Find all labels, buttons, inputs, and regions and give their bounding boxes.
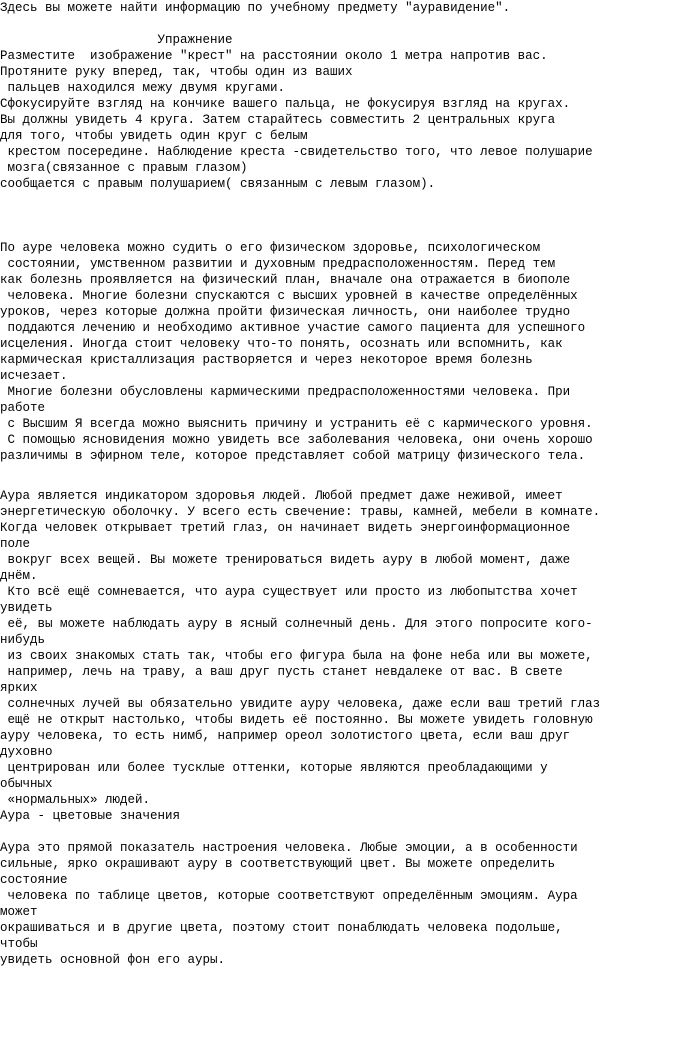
text-line: состоянии, умственном развитии и духовным предрасположенностям. Перед тем: [0, 257, 556, 271]
text-line: поддаются лечению и необходимо активное участие самого пациента для успешного: [0, 321, 586, 335]
text-line: Здесь вы можете найти информацию по учебному предмету "ауравидение".: [0, 1, 511, 15]
text-line: кармическая кристаллизация растворяется и через некоторое время болезнь: [0, 353, 533, 367]
text-line: Многие болезни обусловлены кармическими предрасположенностями человека. При: [0, 385, 571, 399]
text-line: Сфокусируйте взгляд на кончике вашего пальца, не фокусируя взгляд на кругах.: [0, 97, 571, 111]
text-line: увидеть основной фон его ауры.: [0, 953, 226, 967]
text-line: ярких: [0, 681, 38, 695]
text-line: пальцев находился межу двумя кругами.: [0, 81, 286, 95]
text-line: Когда человек открывает третий глаз, он начинает видеть энергоинформационное: [0, 521, 571, 535]
text-line: чтобы: [0, 937, 38, 951]
text-line: солнечных лучей вы обязательно увидите ауру человека, даже если ваш третий глаз: [0, 697, 601, 711]
text-line: человека. Многие болезни спускаются с высших уровней в качестве определённых: [0, 289, 578, 303]
section-heading: Упражнение: [0, 33, 233, 47]
text-line: Вы должны увидеть 4 круга. Затем старайтесь совместить 2 центральных круга: [0, 113, 556, 127]
text-line: исчезает.: [0, 369, 68, 383]
text-line: исцеления. Иногда стоит человеку что-то понять, осознать или вспомнить, как: [0, 337, 563, 351]
text-line: Аура является индикатором здоровья людей. Любой предмет даже неживой, имеет: [0, 489, 563, 503]
text-line: с Высшим Я всегда можно выяснить причину и устранить её с кармического уровня.: [0, 417, 593, 431]
text-line: работе: [0, 401, 46, 415]
text-line: сообщается с правым полушарием( связанным с левым глазом).: [0, 177, 436, 191]
text-line: ещё не открыт настолько, чтобы видеть её постоянно. Вы можете увидеть головную: [0, 713, 593, 727]
text-line: например, лечь на траву, а ваш друг пусть станет невдалеке от вас. В свете: [0, 665, 563, 679]
text-line: духовно: [0, 745, 53, 759]
text-line: днём.: [0, 569, 38, 583]
text-line: уроков, через которые должна пройти физическая личность, они наиболее трудно: [0, 305, 571, 319]
text-line: сильные, ярко окрашивают ауру в соответствующий цвет. Вы можете определить: [0, 857, 556, 871]
text-line: как болезнь проявляется на физический план, вначале она отражается в биополе: [0, 273, 571, 287]
text-line: энергетическую оболочку. У всего есть свечение: травы, камней, мебели в комнате.: [0, 505, 601, 519]
text-line: обычных: [0, 777, 53, 791]
text-line: может: [0, 905, 38, 919]
text-line: мозга(связанное с правым глазом): [0, 161, 248, 175]
text-line: Аура это прямой показатель настроения человека. Любые эмоции, а в особенности: [0, 841, 578, 855]
text-line: По ауре человека можно судить о его физическом здоровье, психологическом: [0, 241, 541, 255]
text-line: Протяните руку вперед, так, чтобы один из ваших: [0, 65, 353, 79]
text-line: человека по таблице цветов, которые соответствуют определённым эмоциям. Аура: [0, 889, 578, 903]
text-line: центрирован или более тусклые оттенки, которые являются преобладающими у: [0, 761, 548, 775]
text-line: окрашиваться и в другие цвета, поэтому стоит понаблюдать человека подольше,: [0, 921, 563, 935]
text-line: Кто всё ещё сомневается, что аура существует или просто из любопытства хочет: [0, 585, 578, 599]
text-line: из своих знакомых стать так, чтобы его фигура была на фоне неба или вы можете,: [0, 649, 593, 663]
text-line: её, вы можете наблюдать ауру в ясный солнечный день. Для этого попросите кого-: [0, 617, 593, 631]
text-line: нибудь: [0, 633, 46, 647]
text-line: для того, чтобы увидеть один круг с белым: [0, 129, 308, 143]
text-line: различимы в эфирном теле, которое представляет собой матрицу физического тела.: [0, 449, 586, 463]
text-line: Аура - цветовые значения: [0, 809, 181, 823]
text-line: ауру человека, то есть нимб, например ореол золотистого цвета, если ваш друг: [0, 729, 571, 743]
text-line: увидеть: [0, 601, 53, 615]
text-line: поле: [0, 537, 31, 551]
text-line: крестом посередине. Наблюдение креста -свидетельство того, что левое полушарие: [0, 145, 593, 159]
text-line: состояние: [0, 873, 68, 887]
text-line: «нормальных» людей.: [0, 793, 151, 807]
text-line: С помощью ясновидения можно увидеть все заболевания человека, они очень хорошо: [0, 433, 593, 447]
text-line: вокруг всех вещей. Вы можете тренироваться видеть ауру в любой момент, даже: [0, 553, 571, 567]
text-line: Разместите изображение "крест" на расстоянии около 1 метра напротив вас.: [0, 49, 548, 63]
